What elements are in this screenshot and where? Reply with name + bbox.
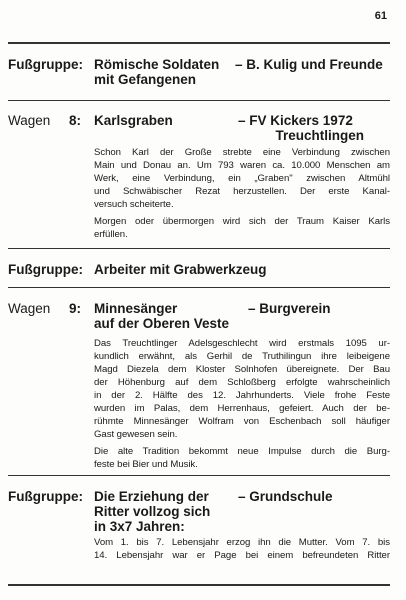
text-line: Schon Karl der Große strebte eine Verbindung zwischen xyxy=(94,147,390,158)
text-line: erfüllen. xyxy=(94,229,128,240)
entry-title xyxy=(94,489,210,534)
divider xyxy=(8,475,390,476)
entry-partner xyxy=(238,489,333,504)
divider xyxy=(8,584,390,586)
title-line: in 3x7 Jahren: xyxy=(94,519,185,534)
text-line: Werk, eine Verbindung, ein „Graben" zwischen Altmühl xyxy=(94,173,390,184)
text-line: und Schwäbischer Rezat herzustellen. Der erste Kanal- xyxy=(94,186,390,197)
title-line: Römische Soldaten xyxy=(94,57,220,72)
paragraph xyxy=(94,215,390,241)
entry-description xyxy=(94,146,390,245)
text-line: Magd Diezela dem Kloster Solnhofen übereignete. Der Bau xyxy=(94,364,390,375)
entry-title xyxy=(94,57,219,87)
text-line: Das Treuchtlinger Adelsgeschlecht wird erstmals 1095 ur- xyxy=(94,338,390,349)
text-line: rühmte Minnesänger Wolfram von Eschenbach soll häufiger xyxy=(94,416,390,427)
paragraph xyxy=(94,146,390,211)
entry-description xyxy=(94,337,390,475)
entry-label: Fußgruppe: xyxy=(8,489,83,504)
entry-partner xyxy=(248,301,331,316)
entry-label: Wagen xyxy=(8,301,51,316)
paragraph xyxy=(94,337,390,441)
title-line: Die Erziehung der xyxy=(94,489,209,504)
text-line: Gast gewesen sein. xyxy=(94,429,178,440)
entry-number: 9: xyxy=(69,301,82,316)
partner-line: – B. Kulig und Freunde xyxy=(235,57,383,72)
title-line: Ritter vollzog sich xyxy=(94,504,211,519)
text-line: der Höhenburg auf dem Schloßberg erfolgte wahrscheinlich xyxy=(94,377,390,388)
divider xyxy=(8,287,390,288)
entry-title xyxy=(94,113,173,128)
entry-partner xyxy=(238,113,364,143)
partner-line: Treuchtlingen xyxy=(275,128,364,143)
text-line: Morgen oder übermorgen wird sich der Traum Kaiser Karls xyxy=(94,216,390,227)
partner-line: – Burgverein xyxy=(248,301,331,316)
entry-label: Fußgruppe: xyxy=(8,262,83,277)
divider xyxy=(8,42,390,44)
entry-description xyxy=(94,536,390,566)
text-line: Die alte Tradition bekommt neue Impulse durch die Burg- xyxy=(94,446,390,457)
page-number: 61 xyxy=(374,10,387,22)
divider xyxy=(8,248,390,249)
text-line: wurden im Palas, dem Herrenhaus, gefeiert. Auch der be- xyxy=(94,403,390,414)
entry-label: Fußgruppe: xyxy=(8,57,83,72)
text-line: kundlich erwähnt, als Gerhil de Truthilingun ihre leibeigene xyxy=(94,351,390,362)
entry-number: 8: xyxy=(69,113,82,128)
entry-partner xyxy=(235,57,383,72)
entry-title xyxy=(94,262,267,277)
divider xyxy=(8,100,390,101)
paragraph xyxy=(94,536,390,562)
title-line: Karlsgraben xyxy=(94,113,173,128)
title-line: auf der Oberen Veste xyxy=(94,316,230,331)
partner-line: – Grundschule xyxy=(238,489,333,504)
title-line: Arbeiter mit Grabwerkzeug xyxy=(94,262,267,277)
partner-line: – FV Kickers 1972 xyxy=(238,113,353,128)
title-line: mit Gefangenen xyxy=(94,72,197,87)
text-line: in der 2. Hälfte des 12. Jahrhunderts. Viele frohe Feste xyxy=(94,390,390,401)
entry-title xyxy=(94,301,229,331)
text-line: Vom 1. bis 7. Lebensjahr erzog ihn die Mutter. Vom 7. bis xyxy=(94,537,390,548)
paragraph xyxy=(94,445,390,471)
title-line: Minnesänger xyxy=(94,301,178,316)
text-line: Main und Donau an. Um 793 waren ca. 10.000 Menschen am xyxy=(94,160,390,171)
entry-label: Wagen xyxy=(8,113,51,128)
text-line: 14. Lebensjahr war er Page bei einem befreundeten Ritter xyxy=(94,550,390,561)
text-line: feste bei Bier und Musik. xyxy=(94,459,198,470)
text-line: versuch scheiterte. xyxy=(94,199,174,210)
